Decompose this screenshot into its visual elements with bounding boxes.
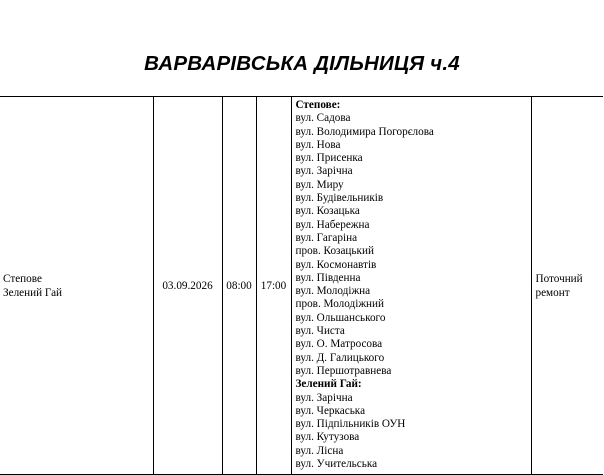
start-time-cell: 08:00: [222, 97, 256, 475]
settlement-name: Зелений Гай: [3, 286, 63, 299]
street-item: вул. Молодіжна: [295, 285, 371, 298]
street-item: вул. Зарічна: [295, 391, 353, 404]
street-item: вул. Ольшанського: [295, 311, 386, 324]
street-item: вул. Підпільників ОУН: [295, 418, 406, 431]
street-item: вул. Чиста: [295, 325, 345, 338]
street-item: вул. Космонавтів: [295, 258, 377, 271]
street-item: вул. Присенка: [295, 152, 363, 165]
group-title: Степове:: [295, 99, 341, 111]
street-item: вул. Д. Галицького: [295, 351, 385, 364]
street-list: [296, 112, 531, 378]
streets-cell: [291, 97, 531, 475]
street-item: вул. Володимира Погорєлова: [295, 125, 434, 138]
end-time-cell: 17:00: [256, 97, 291, 475]
street-item: вул. Гагаріна: [295, 231, 358, 244]
settlement-name: Степове: [3, 272, 42, 285]
street-item: вул. Південна: [295, 271, 361, 284]
street-item: вул. Учительська: [295, 458, 378, 471]
street-item: пров. Козацький: [295, 245, 374, 258]
street-list: [296, 392, 531, 472]
street-item: вул. Зарічна: [295, 165, 353, 178]
date-cell: 03.09.2026: [153, 97, 222, 475]
street-item: вул. Кутузова: [295, 431, 360, 444]
outage-schedule-table: [0, 96, 603, 475]
work-type-cell: [531, 97, 603, 475]
street-item: вул. Лісна: [295, 444, 344, 457]
work-type-line: ремонт: [535, 286, 570, 299]
street-item: вул. Садова: [295, 112, 351, 125]
street-item: вул. О. Матросова: [295, 338, 383, 351]
street-item: вул. Нова: [295, 138, 341, 151]
street-item: пров. Молодіжний: [295, 298, 385, 311]
settlements-cell: [0, 97, 153, 475]
street-item: вул. Набережна: [295, 218, 370, 231]
street-item: вул. Першотравнева: [295, 364, 392, 377]
street-item: вул. Козацька: [295, 205, 360, 218]
table-row: [0, 97, 603, 475]
page-title: ВАРВАРІВСЬКА ДІЛЬНИЦЯ ч.4: [144, 52, 460, 75]
street-item: вул. Миру: [295, 178, 344, 191]
street-item: вул. Будівельників: [295, 192, 384, 205]
street-item: вул. Черкаська: [295, 404, 366, 417]
work-type-line: Поточний: [535, 272, 583, 285]
group-title: Зелений Гай:: [295, 378, 362, 391]
